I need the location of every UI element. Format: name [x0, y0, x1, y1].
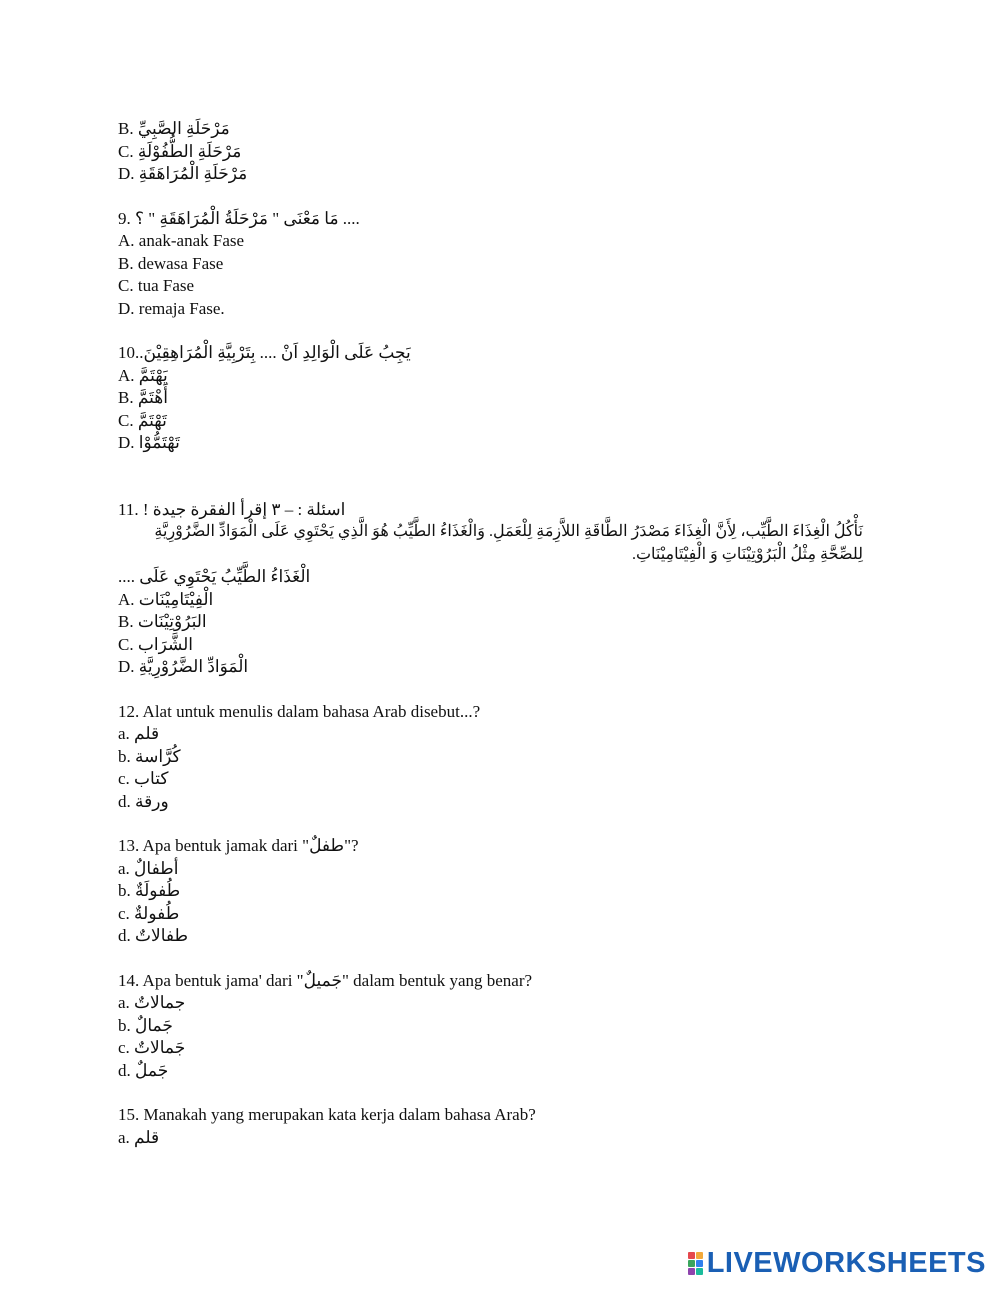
option-text: جَملٌ	[135, 1060, 169, 1080]
reading-paragraph: نَأْكُلُ الْغِذَاءَ الطَّيِّب، لِأَنَّ الْغِذَاءَ مَصْدَرُ الطَّاقَةِ اللاَّزِمَةِ لِلْعَمَلِ. وَالْغَذَاءُ الطَّيِّبُ هُوَ الَّذِي يَحْتَوِي عَلَى الْمَوَادِّ الضَّرُوْرِيَّةِ لِلصِّحَّةِ مِثْلُ الْبَرُوْتِيْنَاتِ وَ الْفِيْتَامِيْنَاتِ.	[154, 523, 863, 563]
option-row[interactable]: B. dewasa Fase	[118, 253, 224, 273]
option-text: أَهْتَمَّ	[137, 388, 168, 407]
option-row[interactable]: b. طُفولَةٌ	[118, 881, 181, 900]
option-row[interactable]: C. تَهْتَمَّ	[118, 410, 167, 430]
question-9	[118, 208, 898, 321]
option-row[interactable]: A. anak-anak Fase	[118, 231, 245, 250]
option-row[interactable]: D. تَهْتَمُّوْا	[118, 433, 180, 452]
option-row[interactable]: D. مَرْحَلَةِ الْمُرَاهَقَةِ	[118, 164, 248, 183]
option-row[interactable]: C. tua Fase	[118, 276, 195, 295]
question-text: 10.يَجِبُ عَلَى الْوَالِدِ اَنْ .... بِتَرْبِيَّةِ الْمُرَاهِقِيْنَ.	[118, 343, 411, 362]
option-text: dewasa Fase	[137, 253, 224, 273]
option-row[interactable]: b. كُرَّاسة	[118, 746, 181, 766]
option-row[interactable]: b. جَمالٌ	[118, 1015, 173, 1035]
option-text: قلم	[134, 724, 160, 743]
logo-tile	[688, 1252, 695, 1259]
question-14	[118, 970, 898, 1083]
option-text: الْفِيْتَامِيْنَات	[138, 589, 214, 609]
worksheet-page	[118, 118, 898, 1171]
option-text: قلم	[134, 1127, 160, 1147]
option-text: طُفولةٌ	[134, 903, 180, 923]
option-row[interactable]: c. جَمالاتٌ	[118, 1038, 186, 1057]
option-row[interactable]: c. طُفولةٌ	[118, 903, 180, 923]
option-text: تَهْتَمَّ	[137, 410, 167, 430]
question-13	[118, 835, 898, 948]
logo-tile	[696, 1260, 703, 1267]
option-row[interactable]: c. كتاب	[118, 769, 169, 788]
option-row[interactable]: A. يَهْتَمَّ	[118, 365, 168, 385]
option-text: جَمالٌ	[135, 1015, 173, 1035]
logo-tile	[688, 1268, 695, 1275]
option-text: مَرْحَلَةِ الْمُرَاهَقَةِ	[138, 164, 248, 183]
option-text: يَهْتَمَّ	[138, 365, 168, 385]
question-8-tail	[118, 118, 898, 186]
option-text: تَهْتَمُّوْا	[138, 433, 180, 452]
option-row[interactable]: B. مَرْحَلَةِ الصَّبِيِّ	[118, 119, 230, 138]
option-text: remaja Fase.	[138, 298, 225, 318]
question-text: 13. Apa bentuk jamak dari "طفلٌ"?	[118, 836, 359, 855]
option-text: الْمَوَادِّ الضَّرُوْرِيَّةِ	[138, 657, 249, 676]
option-row[interactable]: a. قلم	[118, 724, 160, 743]
option-text: طفالاتٌ	[135, 926, 189, 945]
option-text: anak-anak Fase	[138, 231, 245, 250]
question-text: 14. Apa bentuk jama' dari "جَميلٌ" dalam bentuk yang benar?	[118, 970, 533, 990]
question-12	[118, 701, 898, 814]
option-row[interactable]: a. جمالاتٌ	[118, 993, 186, 1012]
option-text: tua Fase	[137, 276, 195, 295]
option-row[interactable]: D. الْمَوَادِّ الضَّرُوْرِيَّةِ	[118, 657, 249, 676]
option-row[interactable]: B. أَهْتَمَّ	[118, 388, 168, 407]
option-text: طُفولَةٌ	[135, 881, 181, 900]
liveworksheets-logo-icon	[688, 1252, 703, 1275]
option-row[interactable]: B. البَرُوْتِيْنَات	[118, 612, 207, 631]
question-15	[118, 1104, 898, 1149]
option-text: البَرُوْتِيْنَات	[137, 612, 207, 631]
option-text: مَرْحَلَةِ الطُّفُوْلَةِ	[137, 141, 242, 161]
option-row[interactable]: C. الشَّرَاب	[118, 634, 194, 654]
option-row[interactable]: D. remaja Fase.	[118, 298, 225, 318]
option-row[interactable]: d. طفالاتٌ	[118, 926, 189, 945]
question-text: الْغَذَاءُ الطَّيِّبُ يَحْتَوِي عَلَى ....	[118, 567, 311, 586]
liveworksheets-footer[interactable]	[688, 1247, 986, 1280]
logo-tile	[696, 1268, 703, 1275]
question-text: 9. مَا مَعْنَى " مَرْحَلَةُ الْمُرَاهَقَةِ " ؟ ....	[118, 208, 360, 228]
option-row[interactable]: A. الْفِيْتَامِيْنَات	[118, 589, 214, 609]
logo-tile	[696, 1252, 703, 1259]
option-row[interactable]: d. جَملٌ	[118, 1060, 169, 1080]
option-text: جمالاتٌ	[134, 993, 186, 1012]
question-10	[118, 342, 898, 455]
option-row[interactable]: C. مَرْحَلَةِ الطُّفُوْلَةِ	[118, 141, 242, 161]
option-text: الشَّرَاب	[137, 634, 194, 654]
option-text: جَمالاتٌ	[134, 1038, 186, 1057]
option-text: كتاب	[134, 769, 169, 788]
option-text: ورقة	[135, 791, 169, 811]
question-11	[118, 499, 898, 679]
option-text: أطفالٌ	[134, 858, 179, 878]
question-text: 15. Manakah yang merupakan kata kerja dalam bahasa Arab?	[118, 1105, 536, 1124]
question-heading: 11. اسئلة : – ٣ إقرأ الفقرة جيدة !	[118, 499, 346, 519]
option-row[interactable]: a. قلم	[118, 1127, 160, 1147]
option-text: كُرَّاسة	[135, 746, 181, 766]
option-row[interactable]: d. ورقة	[118, 791, 169, 811]
logo-tile	[688, 1260, 695, 1267]
option-text: مَرْحَلَةِ الصَّبِيِّ	[137, 119, 230, 138]
option-row[interactable]: a. أطفالٌ	[118, 858, 179, 878]
question-text: 12. Alat untuk menulis dalam bahasa Arab disebut...?	[118, 701, 481, 721]
brand-name: LIVEWORKSHEETS	[706, 1247, 986, 1279]
